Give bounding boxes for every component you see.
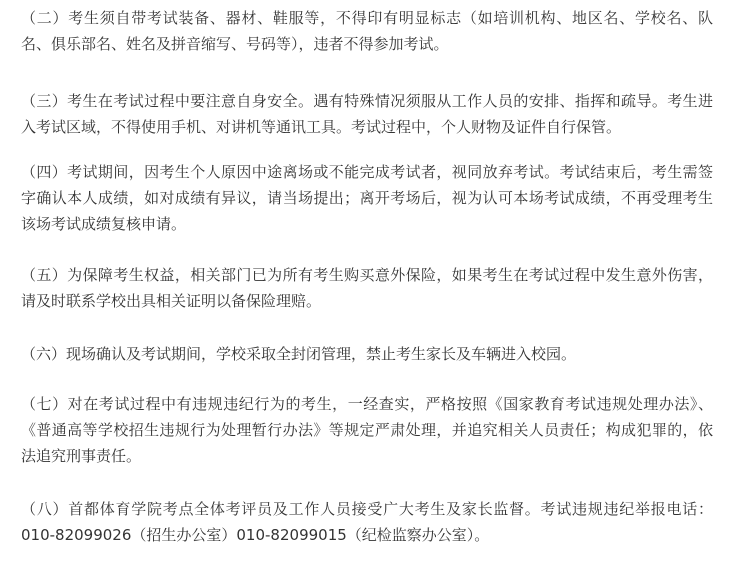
paragraph-line: （八）首都体育学院考点全体考评员及工作人员接受广大考生及家长监督。考试违规违纪举报电话： (21, 500, 713, 518)
paragraph-line: 名、俱乐部名、姓名及拼音缩写、号码等），违者不得参加考试。 (21, 35, 449, 53)
paragraph-8-supervision-hotline (21, 496, 713, 548)
paragraph-line: 字确认本人成绩，如对成绩有异议，请当场提出；离开考场后，视为认可本场考试成绩，不再受理考生 (21, 189, 713, 207)
paragraph-6-closed-campus (21, 341, 713, 367)
paragraph-line: （四）考试期间，因考生个人原因中途离场或不能完成考试者，视同放弃考试。考试结束后，考生需签 (21, 163, 713, 181)
paragraph-line: 请及时联系学校出具相关证明以备保险理赔。 (21, 292, 322, 310)
paragraph-line: （七）对在考试过程中有违规违纪行为的考生，一经查实，严格按照《国家教育考试违规处理办法》、 (21, 395, 713, 413)
paragraph-line: 《普通高等学校招生违规行为处理暂行办法》等规定严肃处理，并追究相关人员责任；构成犯罪的，依 (21, 421, 713, 439)
paragraph-line: 该场考试成绩复核申请。 (21, 215, 187, 233)
paragraph-line: （六）现场确认及考试期间，学校采取全封闭管理，禁止考生家长及车辆进入校园。 (21, 345, 577, 363)
paragraph-line: 入考试区域，不得使用手机、对讲机等通讯工具。考试过程中，个人财物及证件自行保管。 (21, 118, 622, 136)
paragraph-2-equipment-rules (21, 5, 713, 57)
paragraph-line: （五）为保障考生权益，相关部门已为所有考生购买意外保险，如果考生在考试过程中发生意外伤害， (21, 266, 713, 284)
paragraph-4-score-confirmation (21, 159, 713, 237)
paragraph-line: （三）考生在考试过程中要注意自身安全。遇有特殊情况须服从工作人员的安排、指挥和疏导。考生进 (21, 92, 713, 110)
paragraph-3-safety-rules (21, 88, 713, 140)
paragraph-line: 010-82099026（招生办公室）010-82099015（纪检监察办公室）。 (21, 526, 490, 544)
paragraph-line: （二）考生须自带考试装备、器材、鞋服等，不得印有明显标志（如培训机构、地区名、学校名、队 (21, 9, 713, 27)
paragraph-5-insurance (21, 262, 713, 314)
paragraph-line: 法追究刑事责任。 (21, 447, 142, 465)
paragraph-7-violations (21, 391, 713, 469)
